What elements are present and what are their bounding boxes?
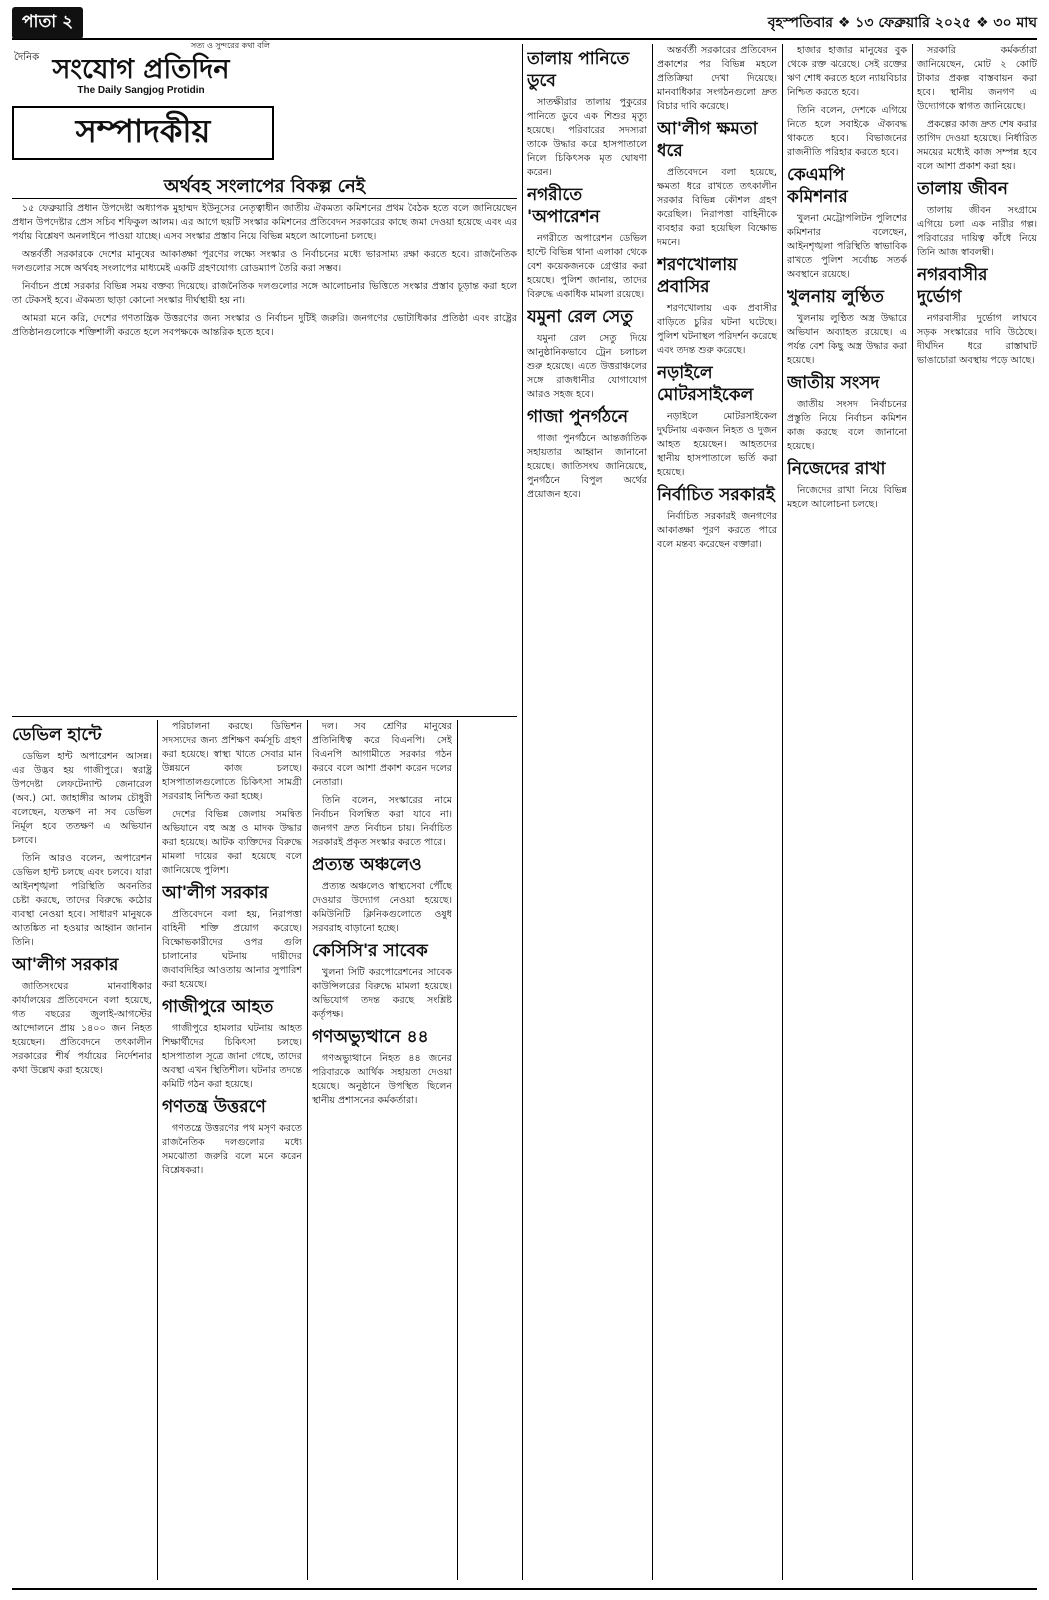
article-headline: শরণখোলায় প্রবাসির bbox=[657, 255, 738, 297]
article-headline: যমুনা রেল সেতু bbox=[527, 307, 633, 327]
article-paragraph: পরিচালনা করছে। ডিভিশন সদস্যদের জন্য প্রশিক্ষণ কর্মসূচি গ্রহণ করা হয়েছে। স্বাস্থ্য খাতে সেবার মান উন্নয়নে কাজ চলছে। হাসপাতালগুলোতে চিকিৎসা সামগ্রী সরবরাহ নিশ্চিত করা হচ্ছে। bbox=[162, 721, 302, 802]
lead-paragraph: নির্বাচন প্রশ্নে সরকার বিভিন্ন সময় বক্তব্য দিয়েছে। রাজনৈতিক দলগুলোর সঙ্গে আলোচনার ভিত্তিতে সংস্কার প্রস্তাব চূড়ান্ত করা হলে তা টেকসই হবে। ঐকমত্য ছাড়া কোনো সংস্কার দীর্ঘস্থায়ী হয় না। bbox=[12, 281, 517, 306]
masthead bbox=[12, 40, 270, 102]
column-5 bbox=[657, 44, 777, 1580]
article-paragraph: নগরীতে অপারেশন ডেভিল হান্টে বিভিন্ন থানা এলাকা থেকে বেশ কয়েকজনকে গ্রেপ্তার করা হয়েছে। পুলিশ জানায়, তাদের বিরুদ্ধে একাধিক মামলা রয়েছে। bbox=[527, 233, 647, 300]
article-paragraph: সাতক্ষীরার তালায় পুকুরের পানিতে ডুবে এক শিশুর মৃত্যু হয়েছে। পরিবারের সদস্যরা তাকে উদ্ধার করে হাসপাতালে নিলে চিকিৎসক মৃত ঘোষণা করেন। bbox=[527, 97, 647, 178]
column-4 bbox=[527, 44, 647, 1580]
article-headline: গণঅভ্যুত্থানে ৪৪ bbox=[312, 1027, 429, 1047]
article-headline: তালায় পানিতে ডুবে bbox=[527, 49, 630, 91]
masthead-name-english: The Daily Sangjog Protidin bbox=[77, 85, 205, 96]
article-paragraph: যমুনা রেল সেতু দিয়ে আনুষ্ঠানিকভাবে ট্রেন চলাচল শুরু হয়েছে। এতে উত্তরাঞ্চলের সঙ্গে রাজধানীর যোগাযোগ আরও সহজ হবে। bbox=[527, 333, 647, 400]
page-number: পাতা ২ bbox=[12, 7, 83, 39]
article-paragraph: প্রতিবেদনে বলা হয়, নিরাপত্তা বাহিনী শক্তি প্রয়োগ করেছে। বিক্ষোভকারীদের ওপর গুলি চালানোর ঘটনায় দায়ীদের জবাবদিহির আওতায় আনার সুপারিশ করা হয়েছে। bbox=[162, 909, 302, 990]
divider bbox=[782, 44, 783, 1580]
column-2 bbox=[162, 720, 302, 1580]
article-paragraph: গণতন্ত্রে উত্তরণের পথ মসৃণ করতে রাজনৈতিক দলগুলোর মধ্যে সমঝোতা জরুরি বলে মনে করেন বিশ্লেষকরা। bbox=[162, 1123, 302, 1176]
divider bbox=[12, 198, 517, 199]
divider bbox=[12, 716, 517, 717]
divider bbox=[522, 44, 523, 1580]
article-paragraph: খুলনায় লুণ্ঠিত অস্ত্র উদ্ধারে অভিযান অব্যাহত রয়েছে। এ পর্যন্ত বেশ কিছু অস্ত্র উদ্ধার করা হয়েছে। bbox=[787, 313, 907, 366]
article-headline: গণতন্ত্র উত্তরণে bbox=[162, 1097, 266, 1117]
article-paragraph: খুলনা সিটি করপোরেশনের সাবেক কাউন্সিলরের বিরুদ্ধে মামলা হয়েছে। অভিযোগ তদন্ত করছে সংশ্লিষ্ট কর্তৃপক্ষ। bbox=[312, 967, 452, 1020]
article-paragraph: তালায় জীবন সংগ্রামে এগিয়ে চলা এক নারীর গল্প। পরিবারের দায়িত্ব কাঁধে নিয়ে তিনি আজ স্বাবলম্বী। bbox=[917, 205, 1037, 258]
article-paragraph: অন্তর্বর্তী সরকারের প্রতিবেদন প্রকাশের পর বিভিন্ন মহলে প্রতিক্রিয়া দেখা দিয়েছে। মানবাধিকার সংগঠনগুলো দ্রুত বিচার দাবি করেছে। bbox=[657, 45, 777, 112]
article-paragraph: তিনি বলেন, সংস্কারের নামে নির্বাচন বিলম্বিত করা যাবে না। জনগণ দ্রুত নির্বাচন চায়। নির্বাচিত সরকারই প্রকৃত সংস্কার করতে পারে। bbox=[312, 795, 452, 848]
article-paragraph: নড়াইলে মোটরসাইকেল দুর্ঘটনায় একজন নিহত ও দুজন আহত হয়েছেন। আহতদের স্থানীয় হাসপাতালে ভর্তি করা হয়েছে। bbox=[657, 411, 777, 478]
column-7 bbox=[917, 44, 1037, 1580]
dateline: বৃহস্পতিবার ❖ ১৩ ফেব্রুয়ারি ২০২৫ ❖ ৩০ মাঘ bbox=[767, 15, 1037, 31]
article-paragraph: তিনি বলেন, দেশকে এগিয়ে নিতে হলে সবাইকে ঐক্যবদ্ধ থাকতে হবে। বিভাজনের রাজনীতি পরিহার করতে হবে। bbox=[787, 105, 907, 158]
article-headline: তালায় জীবন bbox=[917, 179, 1008, 199]
article-headline: প্রত্যন্ত অঞ্চলেও bbox=[312, 855, 422, 875]
article-paragraph: নির্বাচিত সরকারই জনগণের আকাঙ্ক্ষা পূরণ করতে পারে বলে মন্তব্য করেছেন বক্তারা। bbox=[657, 511, 777, 550]
article-paragraph: খুলনা মেট্রোপলিটন পুলিশের কমিশনার বলেছেন, আইনশৃঙ্খলা পরিস্থিতি স্বাভাবিক রাখতে পুলিশ সর্বোচ্চ সতর্ক অবস্থানে রয়েছে। bbox=[787, 213, 907, 280]
article-headline: আ'লীগ সরকার bbox=[12, 955, 119, 975]
article-paragraph: তিনি আরও বলেন, অপারেশন ডেভিল হান্ট চলছে এবং চলবে। যারা আইনশৃঙ্খলা পরিস্থিতি অবনতির চেষ্টা করছে, তাদের বিরুদ্ধে কঠোর ব্যবস্থা নেওয়া হবে। সাধারণ মানুষকে আতঙ্কিত না হওয়ার আহ্বান জানান তিনি। bbox=[12, 853, 152, 948]
article-headline: নগরবাসীর দুর্ভোগ bbox=[917, 265, 988, 307]
article-paragraph: নিজেদের রাখা নিয়ে বিভিন্ন মহলে আলোচনা চলছে। bbox=[787, 485, 907, 510]
masthead-tagline: সত্য ও সুন্দরের কথা বলি bbox=[190, 41, 270, 50]
column-3 bbox=[312, 720, 452, 1580]
article-paragraph: শরণখোলায় এক প্রবাসীর বাড়িতে চুরির ঘটনা ঘটেছে। পুলিশ ঘটনাস্থল পরিদর্শন করেছে এবং তদন্ত শুরু করেছে। bbox=[657, 303, 777, 356]
divider bbox=[307, 720, 308, 1580]
article-paragraph: দেশের বিভিন্ন জেলায় সমন্বিত অভিযানে বহু অস্ত্র ও মাদক উদ্ধার করা হয়েছে। আটক ব্যক্তিদের বিরুদ্ধে মামলা দায়ের করা হয়েছে বলে জানিয়েছে পুলিশ। bbox=[162, 809, 302, 876]
article-paragraph: দল। সব শ্রেণির মানুষের প্রতিনিধিত্ব করে বিএনপি। সেই বিএনপি আগামীতে সরকার গঠন করবে বলে আশা প্রকাশ করেন দলের নেতারা। bbox=[312, 721, 452, 788]
column-3b bbox=[462, 720, 517, 1580]
article-headline: খুলনায় লুণ্ঠিত bbox=[787, 287, 884, 307]
article-headline: নগরীতে 'অপারেশন bbox=[527, 185, 600, 227]
lead-paragraph: ১৫ ফেব্রুয়ারি প্রধান উপদেষ্টা অধ্যাপক মুহাম্মদ ইউনূসের নেতৃত্বাধীন জাতীয় ঐকমত্য কমিশনের প্রথম বৈঠক হতে বলে জানিয়েছেন প্রধান উপদেষ্টার প্রেস সচিব শফিকুল আলম। এর আগে ছয়টি সংস্কার কমিশনের প্রতিবেদন সরকারের কাছে জমা দেওয়া হয়েছে এবং এর পর্যায় বিশ্লেষণ অনলাইনে পাওয়া যাচ্ছে। এসব সংস্কার প্রস্তাব নিয়ে বিভিন্ন মহলে আলোচনা চলছে। bbox=[12, 203, 517, 242]
lead-article bbox=[12, 202, 517, 712]
article-paragraph: গণঅভ্যুত্থানে নিহত ৪৪ জনের পরিবারকে আর্থিক সহায়তা দেওয়া হয়েছে। অনুষ্ঠানে উপস্থিত ছিলেন স্থানীয় প্রশাসনের কর্মকর্তারা। bbox=[312, 1053, 452, 1106]
article-headline: নড়াইলে মোটরসাইকেল bbox=[657, 363, 754, 405]
masthead-prefix: দৈনিক bbox=[14, 52, 40, 63]
lead-paragraph: আমরা মনে করি, দেশের গণতান্ত্রিক উত্তরণের জন্য সংস্কার ও নির্বাচন দুটিই জরুরি। জনগণের ভোটাধিকার প্রতিষ্ঠা এবং রাষ্ট্রের প্রতিষ্ঠানগুলোকে শক্তিশালী করতে হলে সবপক্ষকে আন্তরিক হতে হবে। bbox=[12, 313, 517, 338]
article-paragraph: প্রকল্পের কাজ দ্রুত শেষ করার তাগিদ দেওয়া হয়েছে। নির্ধারিত সময়ের মধ্যেই কাজ সম্পন্ন হবে বলে আশা প্রকাশ করা হয়। bbox=[917, 119, 1037, 172]
page-header bbox=[12, 8, 1037, 40]
article-headline: জাতীয় সংসদ bbox=[787, 373, 880, 393]
article-headline: গাজীপুরে আহত bbox=[162, 997, 274, 1017]
article-headline: আ'লীগ সরকার bbox=[162, 883, 269, 903]
divider bbox=[912, 44, 913, 1580]
column-1 bbox=[12, 720, 152, 1580]
article-paragraph: প্রত্যন্ত অঞ্চলেও স্বাস্থ্যসেবা পৌঁছে দেওয়ার উদ্যোগ নেওয়া হয়েছে। কমিউনিটি ক্লিনিকগুলোতে ওষুধ সরবরাহ বাড়ানো হচ্ছে। bbox=[312, 881, 452, 934]
article-paragraph: গাজীপুরে হামলার ঘটনায় আহত শিক্ষার্থীদের চিকিৎসা চলছে। হাসপাতাল সূত্রে জানা গেছে, তাদের অবস্থা এখন স্থিতিশীল। ঘটনার তদন্তে কমিটি গঠন করা হয়েছে। bbox=[162, 1023, 302, 1090]
footer-rule bbox=[12, 1588, 1037, 1590]
article-paragraph: প্রতিবেদনে বলা হয়েছে, ক্ষমতা ধরে রাখতে তৎকালীন সরকার বিভিন্ন কৌশল গ্রহণ করেছিল। নিরাপত্তা বাহিনীকে ব্যবহার করা হয়েছিল বিক্ষোভ দমনে। bbox=[657, 167, 777, 248]
article-headline: কেসিসি'র সাবেক bbox=[312, 941, 428, 961]
divider bbox=[157, 720, 158, 1580]
article-paragraph: ডেভিল হান্ট অপারেশন আসন্ন। এর উদ্ভব হয় গাজীপুরে। স্বরাষ্ট্র উপদেষ্টা লেফটেন্যান্ট জেনারেল (অব.) মো. জাহাঙ্গীর আলম চৌধুরী বলেছেন, যতক্ষণ না সব ডেভিল নির্মূল হবে ততক্ষণ এ অভিযান চলবে। bbox=[12, 751, 152, 846]
divider bbox=[652, 44, 653, 1580]
article-paragraph: জাতিসংঘের মানবাধিকার কার্যালয়ের প্রতিবেদনে বলা হয়েছে, গত বছরের জুলাই-আগস্টের আন্দোলনে প্রায় ১৪০০ জন নিহত হয়েছেন। প্রতিবেদনে তৎকালীন সরকারের শীর্ষ পর্যায়ের নির্দেশনার কথা উল্লেখ করা হয়েছে। bbox=[12, 981, 152, 1076]
article-headline: আ'লীগ ক্ষমতা ধরে bbox=[657, 119, 758, 161]
article-headline: কেএমপি কমিশনার bbox=[787, 165, 848, 207]
article-paragraph: নগরবাসীর দুর্ভোগ লাঘবে সড়ক সংস্কারের দাবি উঠেছে। দীর্ঘদিন ধরে রাস্তাঘাট ভাঙাচোরা অবস্থায় পড়ে আছে। bbox=[917, 313, 1037, 366]
article-headline: নিজেদের রাখা bbox=[787, 459, 886, 479]
editorial-banner: সম্পাদকীয় bbox=[12, 106, 274, 160]
article-paragraph: গাজা পুনর্গঠনে আন্তর্জাতিক সহায়তার আহ্বান জানানো হয়েছে। জাতিসংঘ জানিয়েছে, পুনর্গঠনে বিপুল অর্থের প্রয়োজন হবে। bbox=[527, 433, 647, 500]
lead-headline: অর্থবহ সংলাপের বিকল্প নেই bbox=[163, 176, 366, 197]
article-paragraph: জাতীয় সংসদ নির্বাচনের প্রস্তুতি নিয়ে নির্বাচন কমিশন কাজ করছে বলে জানানো হয়েছে। bbox=[787, 399, 907, 452]
lead-paragraph: অন্তর্বর্তী সরকারকে দেশের মানুষের আকাঙ্ক্ষা পূরণের লক্ষ্যে সংস্কার ও নির্বাচনের মধ্যে ভারসাম্য রক্ষা করতে হবে। রাজনৈতিক দলগুলোর সঙ্গে অর্থবহ সংলাপের মাধ্যমেই একটি গ্রহণযোগ্য রোডম্যাপ তৈরি করা সম্ভব। bbox=[12, 249, 517, 274]
article-paragraph: সরকারি কর্মকর্তারা জানিয়েছেন, মোট ২ কোটি টাকার প্রকল্প বাস্তবায়ন করা হবে। স্থানীয় জনগণ এ উদ্যোগকে স্বাগত জানিয়েছে। bbox=[917, 45, 1037, 112]
article-headline: গাজা পুনর্গঠনে bbox=[527, 407, 629, 427]
column-6 bbox=[787, 44, 907, 1580]
article-headline: নির্বাচিত সরকারই bbox=[657, 485, 775, 505]
masthead-name: সংযোগ প্রতিদিন bbox=[52, 54, 230, 85]
divider bbox=[457, 720, 458, 1580]
article-paragraph: হাজার হাজার মানুষের বুক থেকে রক্ত ঝরেছে। সেই রক্তের ঋণ শোধ করতে হলে ন্যায়বিচার নিশ্চিত করতে হবে। bbox=[787, 45, 907, 98]
article-headline: ডেভিল হান্টে bbox=[12, 725, 102, 745]
